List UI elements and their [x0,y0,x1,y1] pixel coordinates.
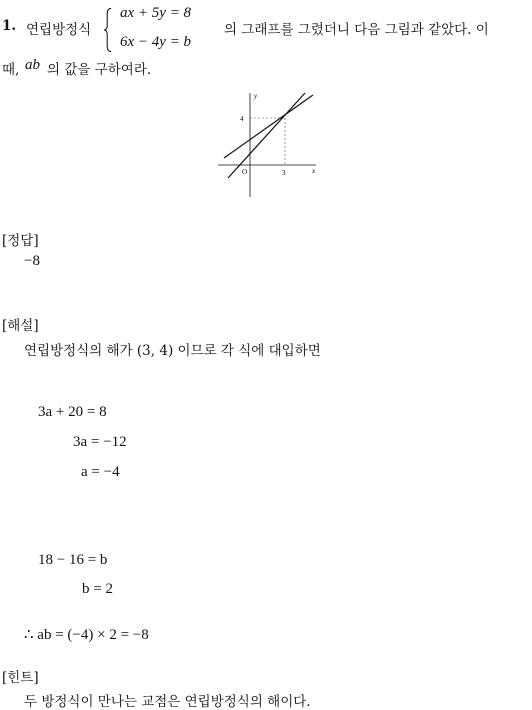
graph-figure [210,85,325,200]
equation-system [104,3,214,59]
explanation-heading: [해설] [2,318,39,334]
equation-b-step1: 18 − 16 = b [38,552,108,568]
equation-a-step3: a = −4 [81,464,120,480]
problem-label: 연립방정식 [26,22,92,38]
equation-b-step2: b = 2 [82,581,113,597]
x-axis-label: x [312,167,316,175]
tick-x-label: 3 [282,169,286,177]
answer-value: −8 [24,253,40,269]
problem-var-ab: ab [25,57,40,73]
problem-text-line1: 의 그래프를 그렸더니 다음 그림과 같았다. 이 [224,22,489,38]
problem-number: 1. [2,18,17,34]
brace-icon [104,3,112,57]
hint-heading: [힌트] [2,670,39,686]
conclusion: ∴ ab = (−4) × 2 = −8 [24,627,149,643]
equation-2: 6x − 4y = b [120,34,192,50]
line-1 [224,95,313,158]
equation-a-step1: 3a + 20 = 8 [38,404,107,420]
origin-label: O [242,168,248,176]
explanation-intro: 연립방정식의 해가 (3, 4) 이므로 각 식에 대입하면 [24,343,321,359]
y-axis-label: y [254,92,258,100]
tick-y-label: 4 [240,115,244,123]
hint-text: 두 방정식이 만나는 교점은 연립방정식의 해이다. [24,694,311,710]
answer-heading: [정답] [2,233,39,249]
problem-text-prefix: 때, [2,62,20,78]
problem-text-suffix: 의 값을 구하여라. [47,62,152,78]
equation-a-step2: 3a = −12 [73,434,127,450]
equation-1: ax + 5y = 8 [120,5,192,21]
